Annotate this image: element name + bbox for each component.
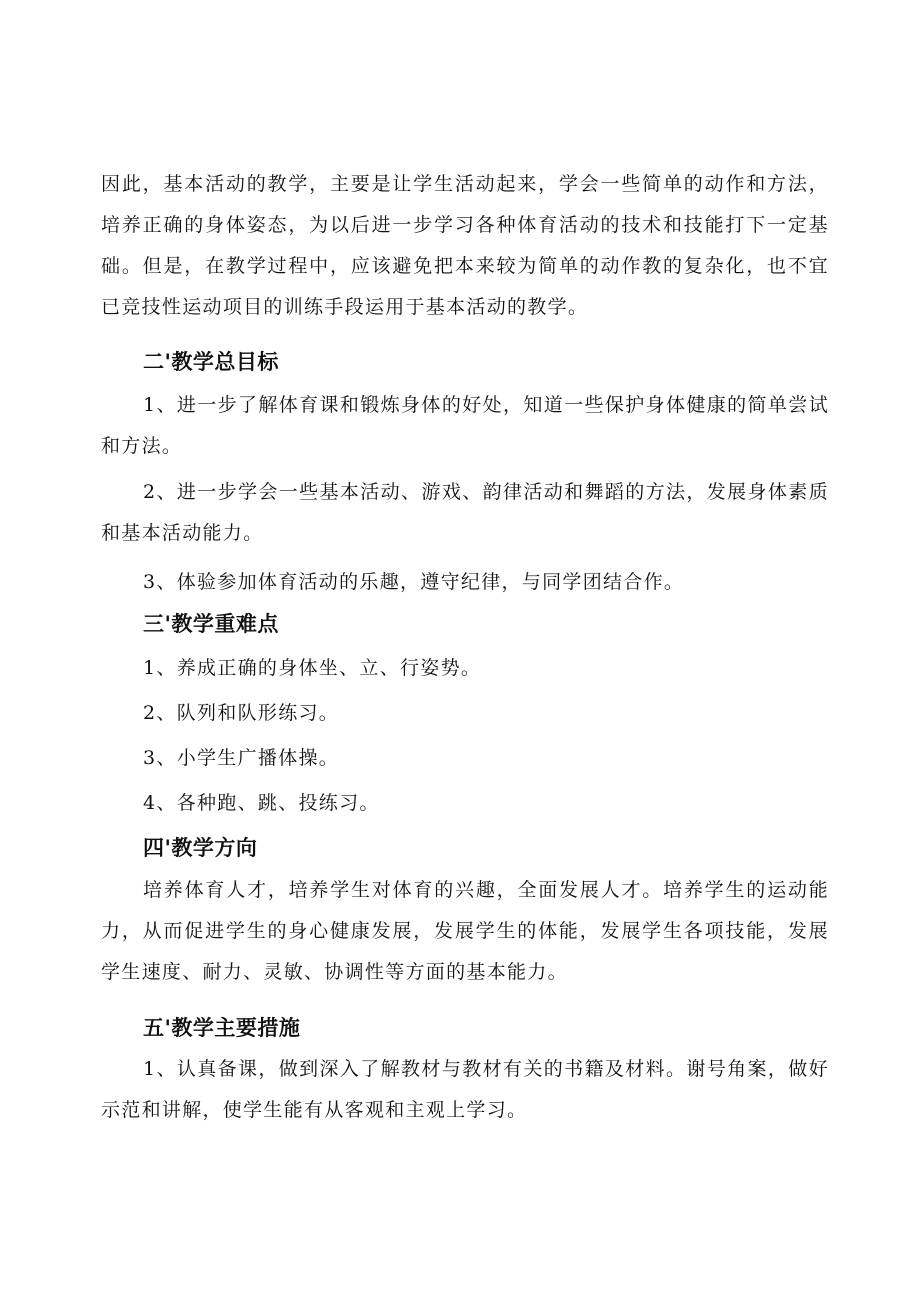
key-point-item-1: 1、养成正确的身体坐、立、行姿势。 xyxy=(143,657,482,679)
key-point-item-3: 3、小学生广播体操。 xyxy=(143,747,340,769)
section-heading-direction: 四'教学方向 xyxy=(143,836,258,860)
goal-item-2: 2、进一步学会一些基本活动、游戏、韵律活动和舞蹈的方法，发展身体素质和基本活动能力。 xyxy=(101,481,829,544)
intro-paragraph: 因此，基本活动的教学，主要是让学生活动起来，学会一些简单的动作和方法，培养正确的身体姿态，为以后进一步学习各种体育活动的技术和技能打下一定基础。但是，在教学过程中，应该避免把本来较为简单的动作教的复杂化，也不宜已竞技性运动项目的训练手段运用于基本活动的教学。 xyxy=(101,173,829,318)
section-heading-goals: 二'教学总目标 xyxy=(143,350,279,374)
direction-paragraph: 培养体育人才，培养学生对体育的兴趣，全面发展人才。培养学生的运动能力，从而促进学生的身心健康发展，发展学生的体能，发展学生各项技能，发展学生速度、耐力、灵敏、协调性等方面的基本能力。 xyxy=(101,879,829,983)
measure-item-1: 1、认真备课，做到深入了解教材与教材有关的书籍及材料。谢号角案，做好示范和讲解，使学生能有从客观和主观上学习。 xyxy=(101,1058,829,1121)
key-point-item-4: 4、各种跑、跳、投练习。 xyxy=(143,792,380,814)
goal-item-3: 3、体验参加体育活动的乐趣，遵守纪律，与同学团结合作。 xyxy=(143,571,685,593)
section-heading-measures: 五'教学主要措施 xyxy=(143,1016,301,1040)
goal-item-1: 1、进一步了解体育课和锻炼身体的好处，知道一些保护身体健康的简单尝试和方法。 xyxy=(101,394,829,457)
key-point-item-2: 2、队列和队形练习。 xyxy=(143,702,340,724)
section-heading-key-points: 三'教学重难点 xyxy=(143,612,279,636)
